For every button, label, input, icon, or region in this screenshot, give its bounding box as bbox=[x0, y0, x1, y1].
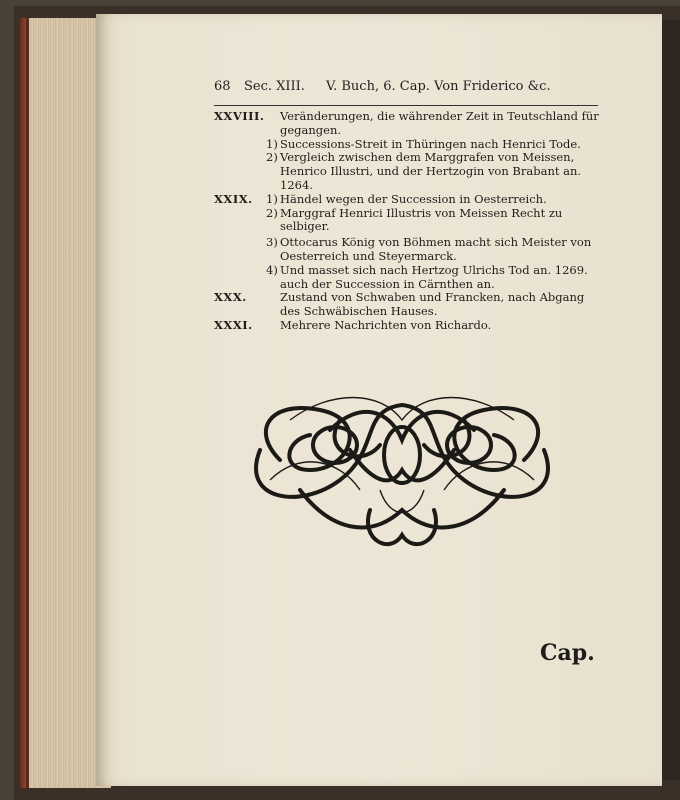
header-rule bbox=[214, 105, 598, 106]
entry-text: Zustand von Schwaben und Francken, nach Abgang des Schwäbischen Hauses. bbox=[280, 290, 585, 319]
cover-right-edge bbox=[662, 20, 680, 780]
sub-item bbox=[266, 151, 604, 192]
sub-number: 1) bbox=[266, 136, 278, 151]
sub-item bbox=[266, 207, 604, 235]
sub-text: Händel wegen der Succession in Oesterreich. bbox=[280, 191, 547, 206]
sub-item bbox=[266, 236, 604, 264]
calligraphic-flourish-ornament bbox=[240, 390, 564, 560]
entry-text: Veränderungen, die währender Zeit in Teutschland für gegangen. bbox=[280, 109, 599, 137]
section-label: Sec. XIII. bbox=[244, 79, 305, 94]
entry-xxx bbox=[214, 291, 604, 319]
sub-number: 2) bbox=[266, 150, 278, 165]
sub-item bbox=[266, 264, 604, 292]
sub-number: 4) bbox=[266, 262, 278, 277]
entry-number: XXX. bbox=[214, 290, 247, 305]
sub-text: Ottocarus König von Böhmen macht sich Meister von Oesterreich und Steyermarck. bbox=[280, 235, 592, 263]
sub-item bbox=[266, 193, 604, 207]
sub-number: 3) bbox=[266, 235, 278, 250]
page-number: 68 bbox=[214, 79, 231, 94]
chapter-title: V. Buch, 6. Cap. Von Friderico &c. bbox=[326, 79, 551, 94]
sub-text: Vergleich zwischen dem Marggrafen von Meissen, Henrico Illustri, und der Hertzogin von Brabant an. 1264. bbox=[280, 150, 582, 192]
catchword: Cap. bbox=[540, 640, 595, 666]
sub-text: Marggraf Henrici Illustris von Meissen Recht zu selbiger. bbox=[280, 205, 563, 234]
entry-xxviii bbox=[214, 110, 604, 193]
entry-xxxi bbox=[214, 319, 604, 333]
sub-number: 2) bbox=[266, 205, 278, 220]
entry-number: XXVIII. bbox=[214, 109, 265, 123]
entry-number: XXXI. bbox=[214, 317, 253, 332]
entry-xxix bbox=[214, 193, 604, 292]
entry-number: XXIX. bbox=[214, 191, 253, 206]
sub-item bbox=[266, 138, 604, 152]
chapter-summary bbox=[214, 110, 604, 333]
sub-text: Und masset sich nach Hertzog Ulrichs Tod an. 1269. auch der Succession in Cärnthen an. bbox=[280, 262, 588, 291]
sub-number: 1) bbox=[266, 191, 278, 206]
sub-text: Successions-Streit in Thüringen nach Henrici Tode. bbox=[280, 136, 581, 151]
running-header bbox=[214, 79, 600, 101]
entry-text: Mehrere Nachrichten von Richardo. bbox=[280, 317, 492, 332]
